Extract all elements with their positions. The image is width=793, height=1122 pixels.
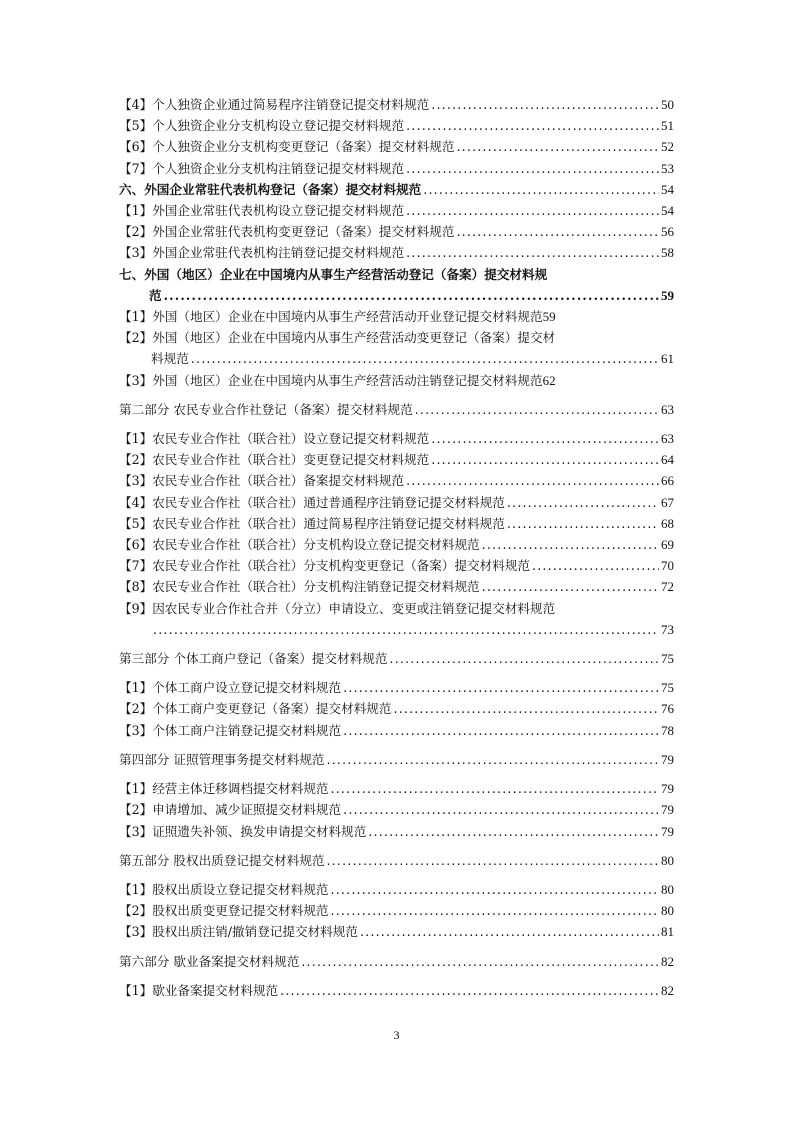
dot-leader [327,850,659,871]
toc-entry[interactable] [119,698,674,719]
toc-entry-page: 78 [661,722,674,738]
toc-entry-title: 【4】个人独资企业通过简易程序注销登记提交材料规范 [119,97,430,112]
toc-entry-title: 第二部分 农民专业合作社登记（备案）提交材料规范 [119,401,413,417]
toc-entry[interactable] [119,470,674,491]
toc-entry-title: 【6】个人独资企业分支机构变更登记（备案）提交材料规范 [119,139,455,155]
toc-part-heading[interactable] [119,648,674,669]
dot-leader [389,648,659,669]
toc-entry[interactable] [119,799,674,820]
toc-entry-title: 【3】证照遗失补领、换发申请提交材料规范 [119,823,367,839]
toc-entry-page: 52 [661,139,674,155]
toc-entry-page: 79 [661,781,674,797]
toc-section-heading[interactable]: 七、外国（地区）企业在中国境内从事生产经营活动登记（备案）提交材料规 [119,266,548,282]
dot-leader [532,555,659,576]
dot-leader [280,980,659,1001]
toc-entry-title: 【3】外国企业常驻代表机构注销登记提交材料规范 [119,245,405,261]
toc-entry[interactable] [119,576,674,597]
dot-leader [343,720,659,741]
toc-entry-page: 82 [661,982,674,998]
dot-leader [406,115,659,136]
toc-entry-page: 75 [661,651,674,667]
toc-entry-title: 【2】农民专业合作社（联合社）变更登记提交材料规范 [119,452,430,468]
toc-entry[interactable] [119,449,674,470]
dot-leader [406,200,659,221]
toc-entry-page: 61 [661,351,674,367]
toc-entry-title: 【1】外国企业常驻代表机构设立登记提交材料规范 [119,203,405,219]
toc-entry[interactable] [119,158,674,179]
toc-entry-title: 范 [149,287,162,303]
toc-entry-title: 【2】个体工商户变更登记（备案）提交材料规范 [119,701,392,717]
dot-leader [301,951,659,972]
toc-entry-continuation[interactable] [119,285,674,306]
toc-entry-title: 【6】农民专业合作社（联合社）分支机构设立登记提交材料规范 [119,537,480,553]
toc-entry-title: 【3】农民专业合作社（联合社）备案提交材料规范 [119,473,405,489]
toc-entry-page: 67 [661,494,674,510]
toc-entry-title: 【2】申请增加、减少证照提交材料规范 [119,802,342,818]
toc-entry[interactable] [119,821,674,842]
toc-entry-page: 79 [661,802,674,818]
toc-part-heading[interactable] [119,850,674,871]
toc-entry[interactable] [119,136,674,157]
toc-entry-title: 第四部分 证照管理事务提交材料规范 [119,751,325,767]
dot-leader [331,778,659,799]
toc-entry[interactable]: 【2】外国（地区）企业在中国境内从事生产经营活动变更登记（备案）提交材 [119,330,556,346]
toc-entry-title: 【1】农民专业合作社（联合社）设立登记提交材料规范 [119,431,430,447]
toc-entry-title: 【1】个体工商户设立登记提交材料规范 [119,680,342,696]
toc-entry-title: 【3】个体工商户注销登记提交材料规范 [119,722,342,738]
toc-entry[interactable] [119,94,674,115]
dot-leader [507,492,659,513]
toc-entry-title: 第六部分 歇业备案提交材料规范 [119,953,300,969]
toc-entry-title: 【1】外国（地区）企业在中国境内从事生产经营活动开业登记提交材料规范 [119,309,543,325]
dot-leader [507,513,659,534]
toc-entry-title: 六、外国企业常驻代表机构登记（备案）提交材料规范 [119,181,422,197]
toc-entry-page: 80 [661,903,674,919]
toc-entry[interactable] [119,778,674,799]
toc-entry[interactable] [119,221,674,242]
toc-entry-page: 62 [542,372,556,388]
toc-entry-page: 64 [661,452,674,468]
toc-entry-page: 51 [661,118,674,134]
toc-entry[interactable]: 【9】因农民专业合作社合并（分立）申请设立、变更或注销登记提交材料规范 [119,600,556,616]
toc-entry[interactable] [119,428,674,449]
dot-leader [164,285,659,306]
toc-entry-page: 81 [661,924,674,940]
toc-entry-page: 80 [661,881,674,897]
toc-entry-title: 【2】股权出质变更登记提交材料规范 [119,903,329,919]
toc-entry[interactable] [119,115,674,136]
toc-entry-title: 【7】农民专业合作社（联合社）分支机构变更登记（备案）提交材料规范 [119,558,531,574]
toc-part-heading[interactable] [119,399,674,420]
dot-leader [431,94,659,115]
toc-entry-page: 63 [661,401,674,417]
toc-entry-page: 76 [661,701,674,717]
toc-entry-title: 【8】农民专业合作社（联合社）分支机构注销登记提交材料规范 [119,579,480,595]
dot-leader [431,428,659,449]
dot-leader [406,470,659,491]
toc-entry-continuation[interactable] [119,619,674,640]
dot-leader [343,799,659,820]
toc-entry[interactable] [119,492,674,513]
toc-entry-page: 54 [661,203,674,219]
toc-entry[interactable] [119,306,674,327]
toc-entry[interactable] [119,900,674,921]
dot-leader [406,242,659,263]
toc-entry-page: 54 [661,181,674,197]
toc-entry-page: 82 [661,953,674,969]
dot-leader [482,576,659,597]
toc-entry-page: 69 [661,537,674,553]
toc-entry-title: 第三部分 个体工商户登记（备案）提交材料规范 [119,651,388,667]
toc-entry-title: 【5】农民专业合作社（联合社）通过简易程序注销登记提交材料规范 [119,515,505,531]
toc-entry-page: 63 [661,431,674,447]
toc-entry-title: 【1】股权出质设立登记提交材料规范 [119,881,329,897]
toc-entry-title: 【5】个人独资企业分支机构设立登记提交材料规范 [119,118,405,134]
dot-leader [431,449,659,470]
toc-entry-page: 75 [661,680,674,696]
toc-entry[interactable] [119,200,674,221]
toc-entry[interactable] [119,555,674,576]
toc-entry[interactable] [119,513,674,534]
toc-entry-page: 59 [661,287,674,303]
toc-entry-title: 料规范 [151,351,189,367]
toc-entry-title: 【2】外国企业常驻代表机构变更登记（备案）提交材料规范 [119,224,455,240]
toc-entry[interactable] [119,879,674,900]
table-of-contents [119,94,674,1001]
toc-entry[interactable] [119,980,674,1001]
toc-entry-title: 【1】经营主体迁移调档提交材料规范 [119,781,329,797]
toc-entry-page: 72 [661,579,674,595]
dot-leader [482,534,659,555]
toc-entry-title: 【7】个人独资企业分支机构注销登记提交材料规范 [119,160,405,176]
dot-leader [331,900,659,921]
dot-leader [456,221,659,242]
toc-entry-title: 【3】外国（地区）企业在中国境内从事生产经营活动注销登记提交材料规范 [119,372,543,388]
toc-entry-title: 第五部分 股权出质登记提交材料规范 [119,852,325,868]
toc-entry[interactable] [119,242,674,263]
dot-leader [153,619,659,640]
toc-section-heading[interactable] [119,179,674,200]
dot-leader [393,698,659,719]
toc-entry[interactable] [119,677,674,698]
dot-leader [456,136,659,157]
dot-leader [343,677,659,698]
toc-entry-page: 79 [661,751,674,767]
toc-entry-page: 79 [661,823,674,839]
dot-leader [360,921,659,942]
dot-leader [327,749,659,770]
toc-entry-page: 73 [661,621,674,637]
dot-leader [191,348,659,369]
toc-part-heading[interactable] [119,749,674,770]
toc-entry-page: 53 [661,160,674,176]
toc-entry-page: 50 [661,97,674,112]
toc-entry-title: 【3】股权出质注销/撤销登记提交材料规范 [119,924,358,940]
toc-entry-continuation[interactable] [119,348,674,369]
toc-entry-title: 【1】歇业备案提交材料规范 [119,982,279,998]
toc-entry[interactable] [119,720,674,741]
dot-leader [423,179,659,200]
toc-entry-page: 58 [661,245,674,261]
toc-entry-title: 【4】农民专业合作社（联合社）通过普通程序注销登记提交材料规范 [119,494,505,510]
toc-entry[interactable] [119,370,674,391]
dot-leader [368,821,659,842]
toc-entry-page: 70 [661,558,674,574]
toc-entry-page: 56 [661,224,674,240]
dot-leader [331,879,659,900]
dot-leader [406,158,659,179]
page-number: 3 [393,1028,400,1042]
toc-entry-page: 68 [661,515,674,531]
toc-part-heading[interactable] [119,951,674,972]
toc-entry[interactable] [119,534,674,555]
toc-entry-page: 80 [661,852,674,868]
dot-leader [415,399,659,420]
toc-entry-page: 59 [542,309,556,325]
toc-entry-page: 66 [661,473,674,489]
toc-entry[interactable] [119,921,674,942]
